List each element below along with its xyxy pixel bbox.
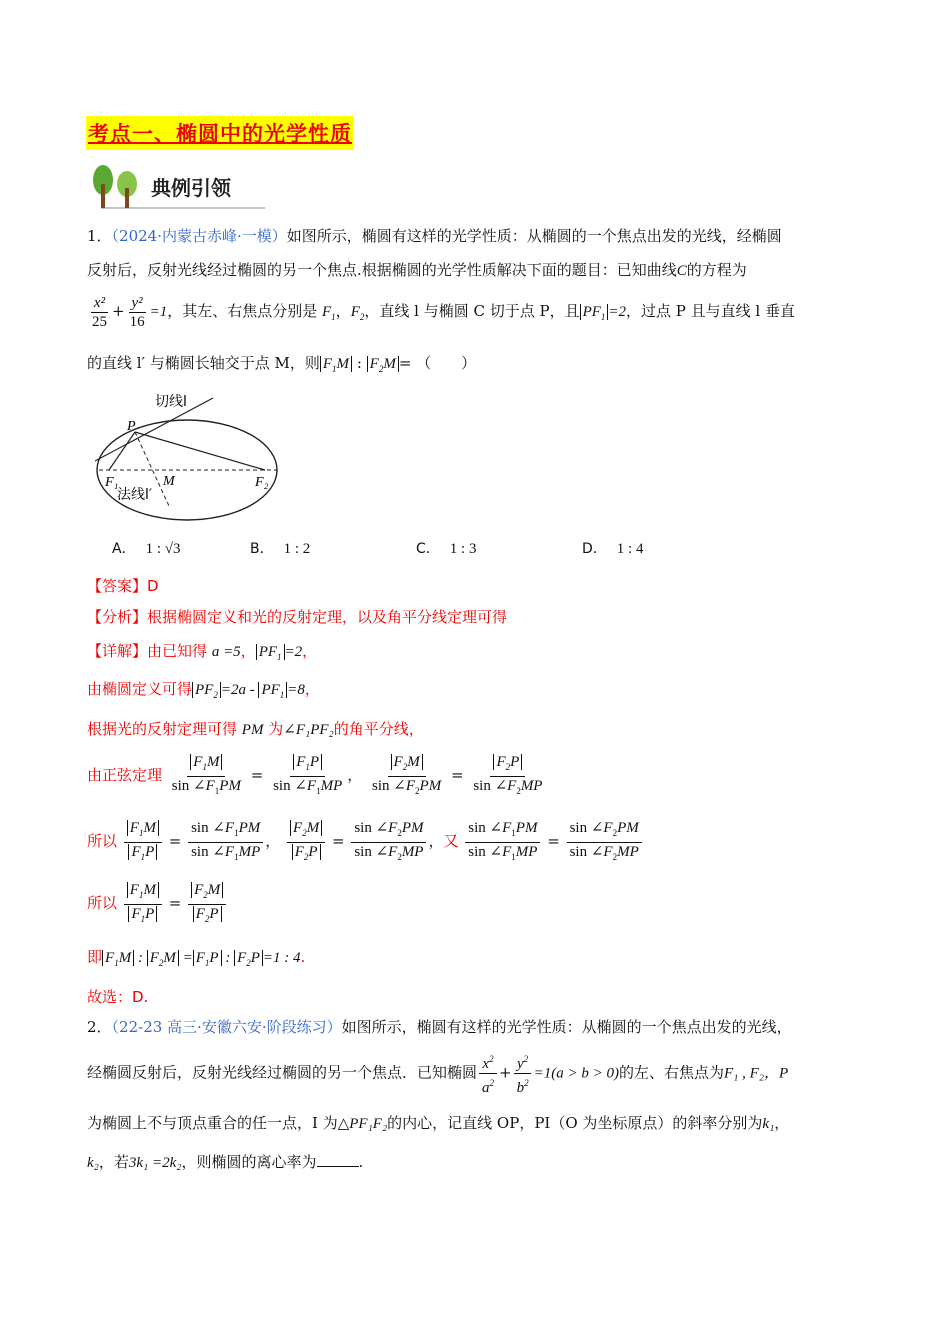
tangent-label: 切线l [155,394,187,410]
analysis-line [87,606,507,628]
option-d-value: 1 : 4 [616,541,644,557]
final-frac-1: $\frac{F_1M}{F_1P}$ [124,881,162,928]
q2-text1: 如图所示，椭圆有这样的光学性质：从椭圆的一个焦点出发的光线， [341,1018,792,1036]
q1-source: （2024·内蒙古赤峰·一模） [111,227,287,245]
q2-text3: 为椭圆上不与顶点重合的任一点，I 为 [87,1114,338,1132]
q1-text3: ，其左、右焦点分别是 [167,302,318,320]
ray-pf2 [135,432,265,470]
line5-text: 所以 [87,832,118,850]
conclusion-line: 故选：D. [87,988,149,1006]
detail1-pf1: $PF_1$ [256,644,285,660]
option-d-label: D． [582,541,607,557]
q1-eq-rhs: =1 [149,304,168,320]
pf1-eq: =2 [608,304,627,320]
detail-line4: 由正弦定理 $\frac{F_1M}{\sin \angle F_1PM}$ = $\frac{F_1P}{\sin \angle F_1MP}$ ， $\frac{F_2M}{\sin \angle F_2PM}$ = $\frac{F_2P}{\sin \angle F_2MP}$ [87,752,547,800]
option-b-label: B． [250,541,274,557]
option-c-value: 1 : 3 [449,541,477,557]
q2-text2: 经椭圆反射后，反射光线经过椭圆的另一个焦点．已知椭圆 [87,1063,478,1082]
ellipse-figure [95,384,295,524]
q1-eq-x [89,294,110,331]
line5-you: 又 [443,832,459,850]
detail-line2: 由椭圆定义可得 $PF_2 =2a - PF_1 =8$， [87,680,320,700]
q2-text3c: 的内心，记直线 OP，PI（O 为坐标原点）的斜率分别为 [387,1114,763,1132]
ratio-frac-6: $\frac{\sin \angle F_2PM}{\sin \angle F_2MP}$ [567,819,642,866]
option-c[interactable] [416,538,476,558]
q1-text4: 的直线 l′ 与椭圆长轴交于点 M，则 [87,354,320,372]
line2-text: 由椭圆定义可得 [87,680,193,698]
eq-y-num: y² [129,294,146,313]
label-P: P [127,419,136,434]
example-banner [87,160,267,212]
ratio-frac-2: $\frac{\sin \angle F_1PM}{\sin \angle F_1MP}$ [188,819,263,866]
option-d[interactable] [582,538,643,558]
label-F2: F₂ [255,475,269,490]
detail1-text: 由已知得 [147,642,208,660]
q2-eq-x: $\frac{x^2}{a^2}$ [479,1050,497,1097]
q2-cond: =1(a > b > 0) [533,1065,619,1082]
eq-y-den: 16 [129,313,145,330]
q1-text3b: ，直线 l 与椭圆 C 切于点 P，且 [364,302,580,320]
option-b-value: 1 : 2 [283,541,311,557]
line7-text: 即 [87,948,103,966]
option-a[interactable] [112,538,180,558]
answer-blank[interactable] [317,1166,359,1167]
f1-symbol: $F_1$ [322,304,336,322]
line2-pf1: $PF_1$ [258,682,287,698]
line3-angle: ∠F₁PF₂ [283,722,334,738]
line6-text: 所以 [87,894,118,912]
section-title: 考点一、椭圆中的光学性质 [86,116,354,150]
tangent-line [95,398,213,461]
line2-eq: =2a - [220,682,259,698]
q1-text2: 反射后，反射光线经过椭圆的另一个焦点.根据椭圆的光学性质解决下面的题目：已知曲线 [87,261,677,279]
line7-eq: =1 : 4 [262,950,301,966]
q2-text2d: ，P [763,1065,789,1082]
q1-line2 [87,259,747,282]
detail-line3 [87,718,424,741]
analysis-text: 根据椭圆定义和光的反射定理，以及角平分线定理可得 [147,608,508,626]
line4-text: 由正弦定理 [87,766,163,784]
detail-line6: 所以 $\frac{F_1M}{F_1P}$ = $\frac{F_2M}{F_2P}$ [87,880,228,928]
q1-curve-c: C [676,263,687,279]
q2-text4b: ，若 [98,1153,129,1171]
q1-line4: 的直线 l′ 与椭圆长轴交于点 M，则 $F_1M$ : $F_2M$ = （ ） [87,354,477,374]
detail-line1: 【详解】由已知得 a =5， $PF_1 =2$， [87,642,318,662]
q1-text3c: ，过点 P 且与直线 l 垂直 [626,302,795,320]
q2-triangle: △PF₁F₂ [337,1116,388,1132]
eq-x-num: x² [91,294,108,313]
q1-text1: 如图所示，椭圆有这样的光学性质：从椭圆的一个焦点出发的光线，经椭圆 [286,227,782,245]
f2m-abs: $F_2M$ [367,356,399,372]
q2-foci: F₁ , F₂ [723,1065,764,1082]
sine-frac-1: $\frac{F_1M}{\sin \angle F_1PM}$ [171,753,241,796]
ratio-frac-5: $\frac{\sin \angle F_1PM}{\sin \angle F_1MP}$ [465,819,540,866]
q1-line3: $\frac{\text{x²}}{25}$ + $\frac{\text{y²}}{16}$ =1，其左、右焦点分别是 $F_1$，$F_2$，直线 l 与椭圆 C 切于点 P，且 $PF_1 =2$，过点 P 且与直线 l 垂直 [87,290,795,338]
line3-text: 根据光的反射定理可得 [87,720,238,738]
f1m-abs: $F_1M$ [320,356,352,372]
q2-line2: 经椭圆反射后，反射光线经过椭圆的另一个焦点．已知椭圆 $\frac{x^2}{a^2}$ + $\frac{y^2}{b^2}$ =1(a > b > 0)的左、右焦点为F₁ , F₂，P [87,1050,788,1097]
pf1-abs: $PF_1$ [580,304,609,320]
banner-label: 典例引领 [151,176,231,200]
q1-eq-y [127,294,148,331]
detail-line5: 所以 $\frac{F_1M}{F_1P}$ = $\frac{\sin \angle F_1PM}{\sin \angle F_1MP}$ ， $\frac{F_2M}{F_2P}$ = $\frac{\sin \angle F_2PM}{\sin \angle F_2MP}$ ，又 $\frac{\sin \angle F_1PM}{\sin \angle F_1MP}$ = $\frac{\sin \angle F_2PM}{\sin \angle F_2MP}$ [87,818,644,866]
option-a-value: 1 : √3 [145,541,181,557]
detail-tag: 【详解】 [87,642,148,660]
q2-k1: k₁ [762,1116,775,1132]
q2-line4 [87,1151,363,1174]
answer-line [87,575,159,597]
q2-source: （22-23 高三·安徽六安·阶段练习） [111,1018,342,1036]
line3-end: 的角平分线， [333,720,424,738]
eq-x-den: 25 [92,313,107,330]
sine-frac-3: $\frac{F_2M}{\sin \angle F_2PM}$ [372,753,442,796]
answer-tag: 【答案】 [87,577,148,595]
label-M: M [163,474,175,489]
line3-pm: PM [241,722,264,738]
ratio-frac-4: $\frac{\sin \angle F_2PM}{\sin \angle F_2MP}$ [351,819,426,866]
detail1-a: a =5 [211,644,241,660]
option-a-label: A． [112,541,136,557]
sine-frac-4: $\frac{F_2P}{\sin \angle F_2MP}$ [473,753,543,796]
detail-line7: 即 $F_1M$ : $F_2M = F_1P$ : $F_2P =1$ : 4. [87,948,306,968]
q1-text4b: = （ ） [398,354,477,372]
q1-text2c: 的方程为 [686,261,747,279]
q2-line1 [87,1016,792,1038]
line3-wei: 为 [268,720,284,738]
normal-label: 法线l′ [117,487,153,503]
ratio-frac-3: $\frac{F_2M}{F_2P}$ [287,819,325,866]
line2-pf2: $PF_2$ [192,682,221,698]
q2-line3: 为椭圆上不与顶点重合的任一点，I 为△PF₁F₂的内心，记直线 OP，PI（O 为坐标原点）的斜率分别为k₁， [87,1114,790,1132]
detail1-b: =2 [284,644,303,660]
q2-number: 2． [87,1018,112,1036]
answer-value: D [147,577,159,595]
f2-symbol: $F_2$ [350,304,365,322]
q1-line1 [87,225,782,247]
line2-eq2: =8 [287,682,305,698]
q2-text4e: . [358,1153,364,1171]
ratio-frac-1: $\frac{F_1M}{F_1P}$ [124,819,162,866]
option-b[interactable] [250,538,310,558]
final-frac-2: $\frac{F_2M}{F_2P}$ [188,881,226,928]
sine-frac-2: $\frac{F_1P}{\sin \angle F_1MP}$ [273,753,343,796]
analysis-tag: 【分析】 [87,608,148,626]
q2-text2b: 的左、右焦点为 [618,1063,724,1082]
q1-number: 1． [87,227,112,245]
label-F1: F₁ [105,475,119,490]
q2-eq-y: $\frac{y^2}{b^2}$ [514,1050,532,1097]
q2-text4d: ，则椭圆的离心率为 [181,1153,317,1171]
option-c-label: C． [416,541,440,557]
q2-condition: 3k₁ =2k₂ [128,1155,182,1171]
q2-k2: k₂ [87,1155,99,1171]
